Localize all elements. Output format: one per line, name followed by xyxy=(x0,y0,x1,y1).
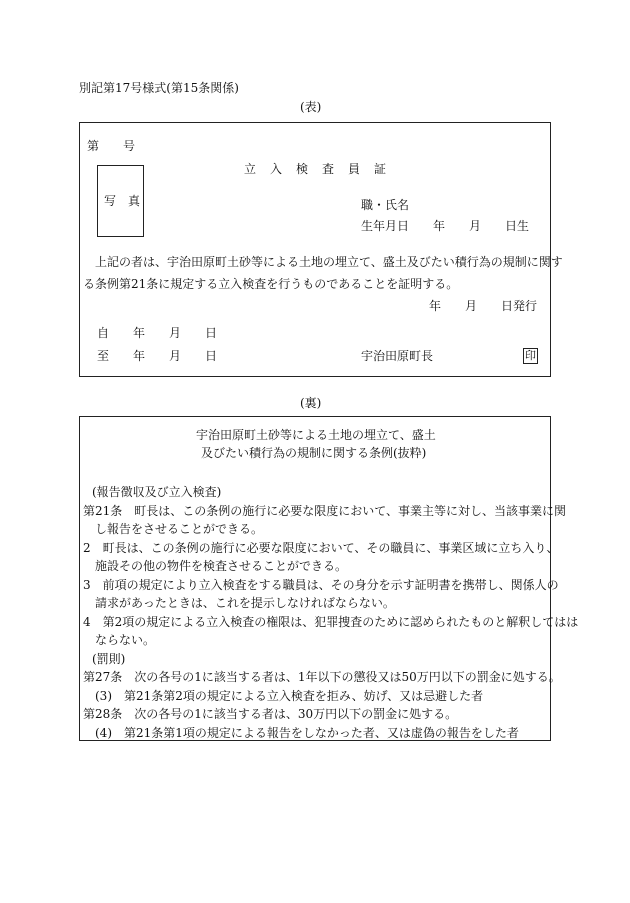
seal-stamp: 印 xyxy=(525,349,536,362)
front-side-label: (表) xyxy=(300,100,322,114)
article-27-item-3: (3) 第21条第2項の規定による立入検査を拒み、妨げ、又は忌避した者 xyxy=(83,689,484,703)
certification-text-line-1: 上記の者は、宇治田原町土砂等による土地の埋立て、盛土及びたい積行為の規制に関す xyxy=(83,255,563,269)
date-of-birth-label: 生年月日 年 月 日生 xyxy=(361,219,530,233)
paragraph-4-line-2: ならない。 xyxy=(83,633,156,647)
mayor-title: 宇治田原町長 xyxy=(361,349,434,363)
article-21-line-2: し報告をさせることができる。 xyxy=(83,522,264,536)
ordinance-title-line-2: 及びたい積行為の規制に関する条例(抜粋) xyxy=(201,446,427,460)
photo-box xyxy=(97,165,144,237)
validity-from: 自 年 月 日 xyxy=(97,326,218,340)
issue-date: 年 月 日発行 xyxy=(429,299,538,313)
back-card xyxy=(79,416,579,741)
article-21-line-1: 第21条 町長は、この条例の施行に必要な限度において、事業主等に対し、当該事業に関 xyxy=(83,504,567,518)
ordinance-title-line-1: 宇治田原町土砂等による土地の埋立て、盛土 xyxy=(196,428,436,442)
front-card xyxy=(79,122,563,377)
heading-penalty: (罰則) xyxy=(92,652,126,666)
article-28-item-4: (4) 第21条第1項の規定による報告をしなかった者、又は虚偽の報告をした者 xyxy=(83,726,519,740)
heading-report: (報告徴収及び立入検査) xyxy=(92,485,222,499)
paragraph-3-line-2: 請求があったときは、これを提示しなければならない。 xyxy=(83,596,395,610)
job-name-label: 職・氏名 xyxy=(361,198,410,212)
validity-to: 至 年 月 日 xyxy=(97,349,218,363)
paragraph-2-line-1: 2 町長は、この条例の施行に必要な限度において、その職員に、事業区域に立ち入り、 xyxy=(83,541,559,555)
card-number-label: 第 号 xyxy=(87,139,136,153)
back-side-label: (裏) xyxy=(300,396,322,410)
form-reference: 別記第17号様式(第15条関係) xyxy=(79,81,239,95)
paragraph-3-line-1: 3 前項の規定により立入検査をする職員は、その身分を示す証明書を携帯し、関係人の xyxy=(83,578,559,592)
photo-label: 写 真 xyxy=(104,194,141,208)
article-27: 第27条 次の各号の1に該当する者は、1年以下の懲役又は50万円以下の罰金に処する。 xyxy=(83,670,561,684)
certification-text-line-2: る条例第21条に規定する立入検査を行うものであることを証明する。 xyxy=(83,277,459,291)
card-title: 立入検査員証 xyxy=(244,162,401,176)
paragraph-2-line-2: 施設その他の物件を検査させることができる。 xyxy=(83,559,348,573)
article-28: 第28条 次の各号の1に該当する者は、30万円以下の罰金に処する。 xyxy=(83,707,458,721)
paragraph-4-line-1: 4 第2項の規定による立入検査の権限は、犯罪捜査のために認められたものと解釈してはは xyxy=(83,615,579,629)
